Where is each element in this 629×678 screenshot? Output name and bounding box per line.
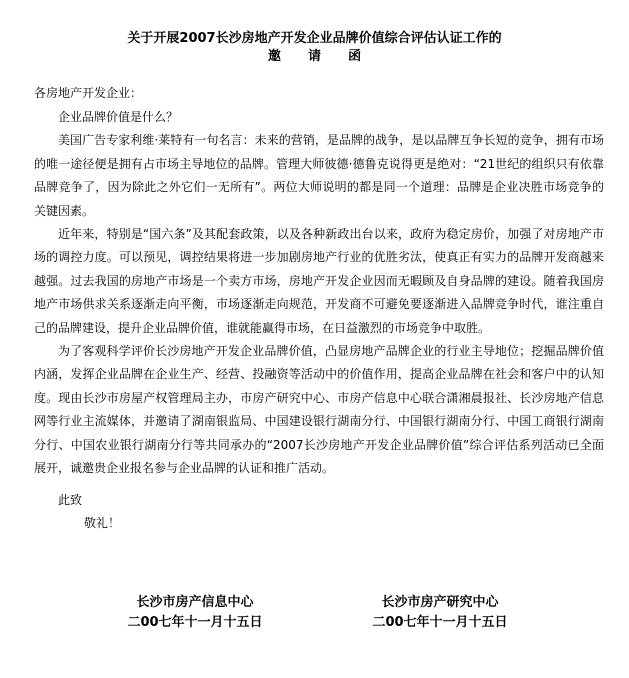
signature-left: [110, 594, 280, 632]
signature-org: 长沙市房产研究中心: [381, 595, 499, 610]
paragraph: 美国广告专家利维·莱特有一句名言：未来的营销，是品牌的战争，是以品牌互争长短的竞争，拥有市场的唯一途径便是拥有占市场主导地位的品牌。管理大师彼德·德鲁克说得更是绝对：“21世纪的组织只有依靠品牌竞争了，因为除此之外它们一无所有”。两位大师说明的都是同一个道理：品牌是企业决胜市场竞争的关键因素。: [34, 133, 604, 218]
letter-body: [34, 106, 604, 481]
paragraph: 为了客观科学评价长沙房地产开发企业品牌价值，凸显房地产品牌企业的行业主导地位；挖掘品牌价值内涵，发挥企业品牌在企业生产、经营、投融资等活动中的价值作用，提高企业品牌在社会和客户中的认知度。现由长沙市房屋产权管理局主办，市房产研究中心、市房产信息中心联合潇湘晨报社、长沙房地产信息网等行业主流媒体，并邀请了湖南银监局、中国建设银行湖南分行、中国银行湖南分行、中国工商银行湖南分行、中国农业银行湖南分行等共同承办的“2007长沙房地产开发企业品牌价值”综合评估系列活动已全面展开，诚邀贵企业报名参与企业品牌的认证和推广活动。: [34, 344, 604, 476]
closing-greeting: 此致: [58, 493, 83, 507]
signature-date: 二00七年十一月十五日: [127, 615, 263, 630]
document-title: 关于开展2007长沙房地产开发企业品牌价值综合评估认证工作的: [127, 31, 502, 46]
subtitle-char: 请: [307, 49, 321, 64]
closing-salute: 敬礼！: [84, 516, 121, 530]
paragraph: 企业品牌价值是什么？: [58, 110, 179, 124]
signature-org: 长沙市房产信息中心: [136, 595, 254, 610]
salutation: 各房地产开发企业：: [34, 86, 143, 100]
paragraph: 近年来，特别是“国六条”及其配套政策，以及各种新政出台以来，政府为稳定房价，加强了对房地产市场的调控力度。可以预见，调控结果将进一步加剧房地产行业的优胜劣汰，使真正有实力的品牌开发商越来越强。过去我国的房地产市场是一个卖方市场，房地产开发企业因而无暇顾及自身品牌的建设。随着我国房地产市场供求关系逐渐走向平衡，市场逐渐走向规范，开发商不可避免要逐渐进入品牌竞争时代，谁注重自己的品牌建设，提升企业品牌价值，谁就能赢得市场，在日益激烈的市场竞争中取胜。: [34, 227, 604, 335]
document-subtitle: [0, 48, 629, 66]
signature-right: [355, 594, 525, 632]
subtitle-char: 邀: [267, 49, 281, 64]
signature-date: 二00七年十一月十五日: [372, 615, 508, 630]
subtitle-char: 函: [348, 49, 362, 64]
